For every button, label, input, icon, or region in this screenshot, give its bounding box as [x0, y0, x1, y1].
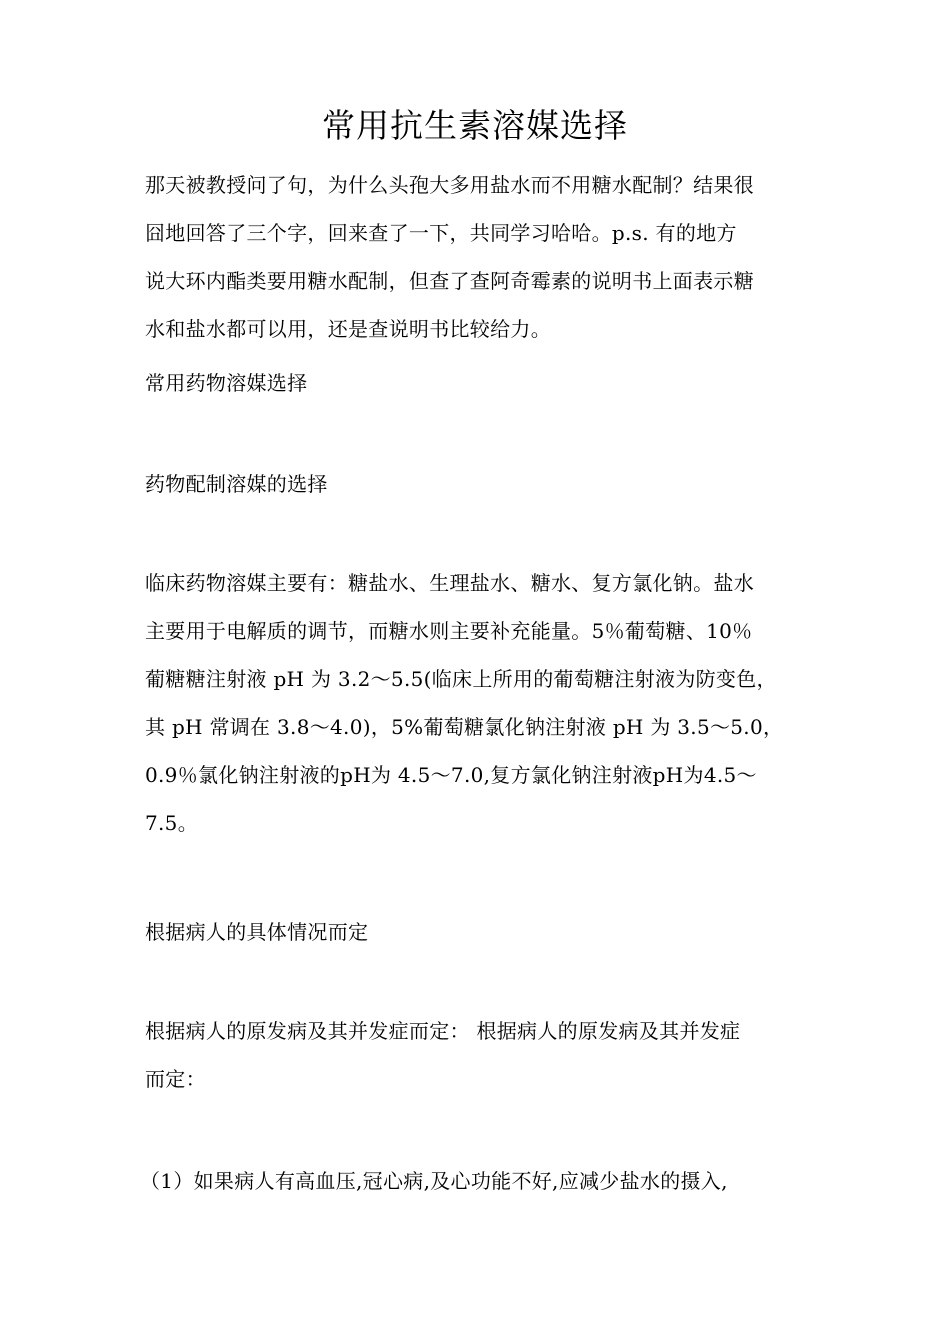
basis-line: 而定：: [145, 1067, 206, 1091]
basis-paragraph: [145, 1007, 810, 1103]
intro-line: 说大环内酯类要用糖水配制，但查了查阿奇霉素的说明书上面表示糖: [145, 269, 754, 293]
solvents-line: 主要用于电解质的调节，而糖水则主要补充能量。5％葡萄糖、10％: [145, 619, 753, 643]
intro-line: 水和盐水都可以用，还是查说明书比较给力。: [145, 317, 551, 341]
heading-text: 根据病人的具体情况而定: [145, 920, 369, 944]
section-heading-common-solvents: [145, 359, 810, 407]
basis-line: 根据病人的原发病及其并发症而定： 根据病人的原发病及其并发症: [145, 1019, 741, 1043]
solvents-line: 7.5。: [145, 811, 199, 835]
solvents-line: 其 pH 常调在 3.8～4.0)，5%葡萄糖氯化钠注射液 pH 为 3.5～5.0，: [145, 715, 784, 739]
solvents-paragraph: [145, 559, 810, 847]
heading-text: 药物配制溶媒的选择: [145, 472, 328, 496]
heading-text: 常用药物溶媒选择: [145, 371, 308, 395]
solvents-line: 0.9％氯化钠注射液的pH为 4.5～7.0,复方氯化钠注射液pH为4.5～: [145, 763, 757, 787]
section-heading-solvent-choice: [145, 460, 810, 508]
intro-line: 那天被教授问了句，为什么头孢大多用盐水而不用糖水配制？结果很: [145, 173, 754, 197]
document-title: 常用抗生素溶媒选择: [322, 106, 628, 145]
solvents-line: 葡糖糖注射液 pH 为 3.2～5.5(临床上所用的葡萄糖注射液为防变色，: [145, 667, 777, 691]
intro-paragraph: [145, 161, 810, 353]
section-heading-patient-condition: [145, 908, 810, 956]
solvents-line: 临床药物溶媒主要有：糖盐水、生理盐水、糖水、复方氯化钠。盐水: [145, 571, 754, 595]
list-item-text: （1）如果病人有高血压,冠心病,及心功能不好,应减少盐水的摄入,: [140, 1169, 728, 1193]
intro-line: 囧地回答了三个字，回来查了一下，共同学习哈哈。p.s. 有的地方: [145, 221, 737, 245]
list-item-1: [140, 1157, 805, 1205]
